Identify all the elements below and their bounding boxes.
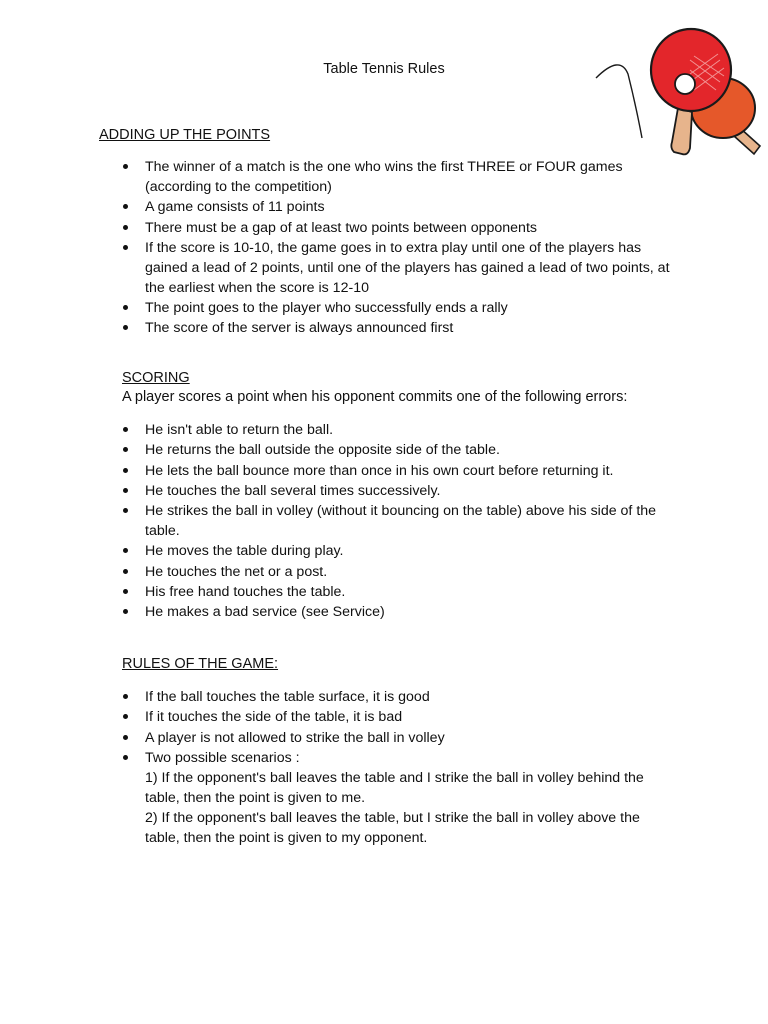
list-item: He returns the ball outside the opposite side of the table. [145, 440, 675, 460]
scoring-list [145, 420, 675, 623]
scoring-intro: A player scores a point when his opponent commits one of the following errors: [122, 389, 628, 405]
scenario-1: 1) If the opponent's ball leaves the table and I strike the ball in volley behind the table, then the point is given to me. [145, 769, 644, 806]
list-item: If it touches the side of the table, it is bad [145, 707, 675, 727]
list-item [145, 748, 675, 848]
list-item: A game consists of 11 points [145, 197, 675, 217]
list-item: A player is not allowed to strike the ball in volley [145, 728, 675, 748]
list-item: If the ball touches the table surface, it is good [145, 687, 675, 707]
list-item: He makes a bad service (see Service) [145, 602, 675, 622]
points-list [145, 157, 675, 339]
scoring-heading: SCORING [122, 370, 190, 386]
list-item: The score of the server is always announced first [145, 318, 675, 338]
list-item: The winner of a match is the one who wins the first THREE or FOUR games (according to the competition) [145, 157, 675, 197]
ping-pong-paddles-icon [590, 20, 768, 162]
list-item: His free hand touches the table. [145, 582, 675, 602]
document-title: Table Tennis Rules [323, 61, 445, 77]
scenario-2: 2) If the opponent's ball leaves the table, but I strike the ball in volley above the table, then the point is given to my opponent. [145, 809, 640, 846]
list-item: He isn't able to return the ball. [145, 420, 675, 440]
points-heading: ADDING UP THE POINTS [99, 127, 271, 143]
scenarios-label: Two possible scenarios : [145, 749, 300, 766]
list-item: The point goes to the player who successfully ends a rally [145, 298, 675, 318]
list-item: He lets the ball bounce more than once in his own court before returning it. [145, 461, 675, 481]
game-rules-heading: RULES OF THE GAME: [122, 656, 279, 672]
list-item: He touches the net or a post. [145, 562, 675, 582]
list-item: If the score is 10-10, the game goes in to extra play until one of the players has gained a lead of 2 points, until one of the players has gained a lead of two points, at the earliest when the score is 12-10 [145, 238, 675, 298]
game-rules-list [145, 687, 675, 848]
list-item: He touches the ball several times successively. [145, 481, 675, 501]
list-item: He moves the table during play. [145, 541, 675, 561]
list-item: There must be a gap of at least two points between opponents [145, 218, 675, 238]
list-item: He strikes the ball in volley (without it bouncing on the table) above his side of the table. [145, 501, 675, 541]
